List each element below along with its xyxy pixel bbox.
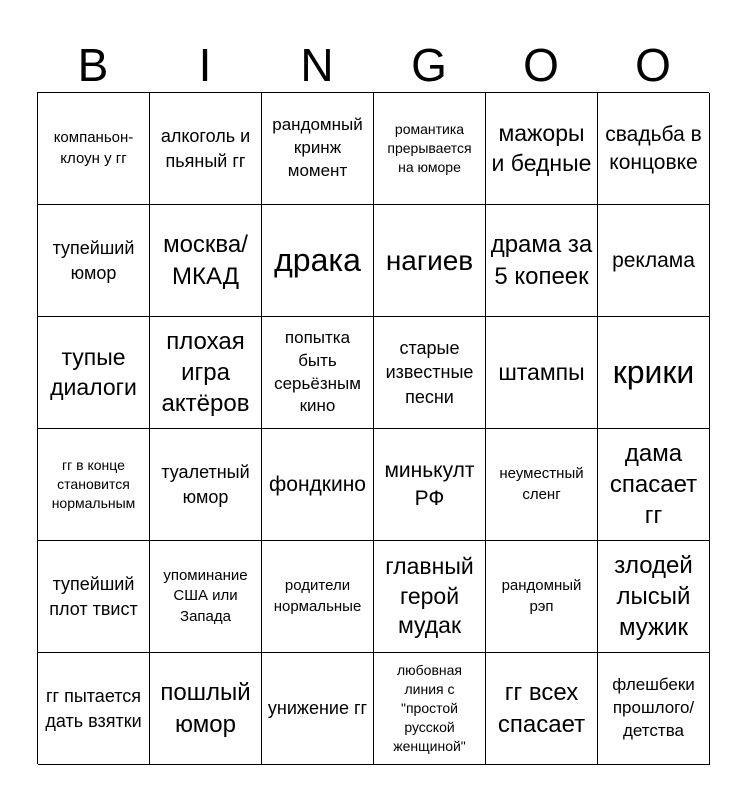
cell-text: компаньон-клоун у гг <box>53 129 134 167</box>
bingo-cell[interactable] <box>38 541 150 653</box>
title-letter-2: I <box>198 39 212 91</box>
bingo-cell[interactable] <box>262 429 374 541</box>
cell-text: мажоры и бедные <box>491 119 592 176</box>
cell-text: рандомный рэп <box>501 577 582 615</box>
cell-text: алкоголь и пьяный гг <box>160 126 251 171</box>
cell-text: гг всех спасает <box>497 679 586 738</box>
bingo-cell[interactable] <box>262 653 374 765</box>
bingo-cell[interactable] <box>262 205 374 317</box>
cell-text: злодей лысый мужик <box>614 551 693 642</box>
cell-text: тупые диалоги <box>50 343 137 400</box>
bingo-cell[interactable] <box>150 205 262 317</box>
bingo-cell[interactable] <box>486 429 598 541</box>
bingo-cell[interactable] <box>38 317 150 429</box>
bingo-board <box>37 92 709 764</box>
cell-text: старые известные песни <box>385 338 474 407</box>
cell-text: туалетный юмор <box>161 462 250 507</box>
cell-text: любовная линия с "простой русской женщиной" <box>393 662 466 754</box>
bingo-cell[interactable] <box>374 541 486 653</box>
bingo-cell[interactable] <box>38 205 150 317</box>
bingo-cell[interactable] <box>486 205 598 317</box>
bingo-title <box>37 38 709 92</box>
title-letter-3: N <box>300 39 334 91</box>
bingo-cell[interactable] <box>598 541 710 653</box>
bingo-cell[interactable] <box>262 541 374 653</box>
bingo-cell[interactable] <box>374 93 486 205</box>
bingo-cell[interactable] <box>486 653 598 765</box>
bingo-cell[interactable] <box>598 205 710 317</box>
title-letter-5: O <box>523 39 559 91</box>
title-letter-1: B <box>77 39 109 91</box>
bingo-cell[interactable] <box>374 653 486 765</box>
cell-text: попытка быть серьёзным кино <box>274 327 361 416</box>
cell-text: романтика прерывается на юморе <box>387 121 472 175</box>
cell-text: неуместный сленг <box>499 465 584 503</box>
title-letter-6: O <box>635 39 671 91</box>
bingo-cell[interactable] <box>38 653 150 765</box>
cell-text: упоминание США или Запада <box>163 567 248 625</box>
bingo-cell[interactable] <box>262 317 374 429</box>
cell-text: гг в конце становится нормальным <box>51 457 136 511</box>
cell-text: крики <box>612 354 695 391</box>
cell-text: тупейший юмор <box>52 238 135 283</box>
bingo-cell[interactable] <box>598 429 710 541</box>
cell-text: унижение гг <box>267 698 368 719</box>
cell-text: пошлый юмор <box>160 679 251 738</box>
bingo-cell[interactable] <box>262 93 374 205</box>
cell-text: драка <box>274 242 361 279</box>
cell-text: флешбеки прошлого/детства <box>612 675 695 740</box>
bingo-cell[interactable] <box>598 653 710 765</box>
cell-text: нагиев <box>385 244 474 276</box>
cell-text: фондкино <box>268 472 366 496</box>
cell-text: рандомный кринж момент <box>272 115 363 180</box>
cell-text: свадьба в концовке <box>605 123 702 174</box>
cell-text: тупейший плот твист <box>49 574 138 619</box>
cell-text: дама спасает гг <box>609 439 698 530</box>
bingo-cell[interactable] <box>150 541 262 653</box>
bingo-cell[interactable] <box>598 317 710 429</box>
bingo-cell[interactable] <box>486 93 598 205</box>
bingo-cell[interactable] <box>150 93 262 205</box>
cell-text: плохая игра актёров <box>161 327 250 418</box>
cell-text: штампы <box>498 358 585 385</box>
cell-text: минькулт РФ <box>384 459 475 510</box>
cell-text: драма за 5 копеек <box>490 231 593 290</box>
bingo-cell[interactable] <box>38 93 150 205</box>
cell-text: родители нормальные <box>273 577 362 615</box>
bingo-cell[interactable] <box>150 653 262 765</box>
cell-text: москва/МКАД <box>163 231 248 290</box>
bingo-cell[interactable] <box>150 317 262 429</box>
cell-text: реклама <box>612 248 695 272</box>
bingo-cell[interactable] <box>374 205 486 317</box>
cell-text: гг пытается дать взятки <box>45 686 142 731</box>
bingo-cell[interactable] <box>486 317 598 429</box>
bingo-cell[interactable] <box>486 541 598 653</box>
title-letter-4: G <box>411 39 447 91</box>
bingo-cell[interactable] <box>374 317 486 429</box>
bingo-cell[interactable] <box>374 429 486 541</box>
bingo-cell[interactable] <box>38 429 150 541</box>
bingo-cell[interactable] <box>598 93 710 205</box>
bingo-cell[interactable] <box>150 429 262 541</box>
cell-text: главный герой мудак <box>385 552 474 639</box>
